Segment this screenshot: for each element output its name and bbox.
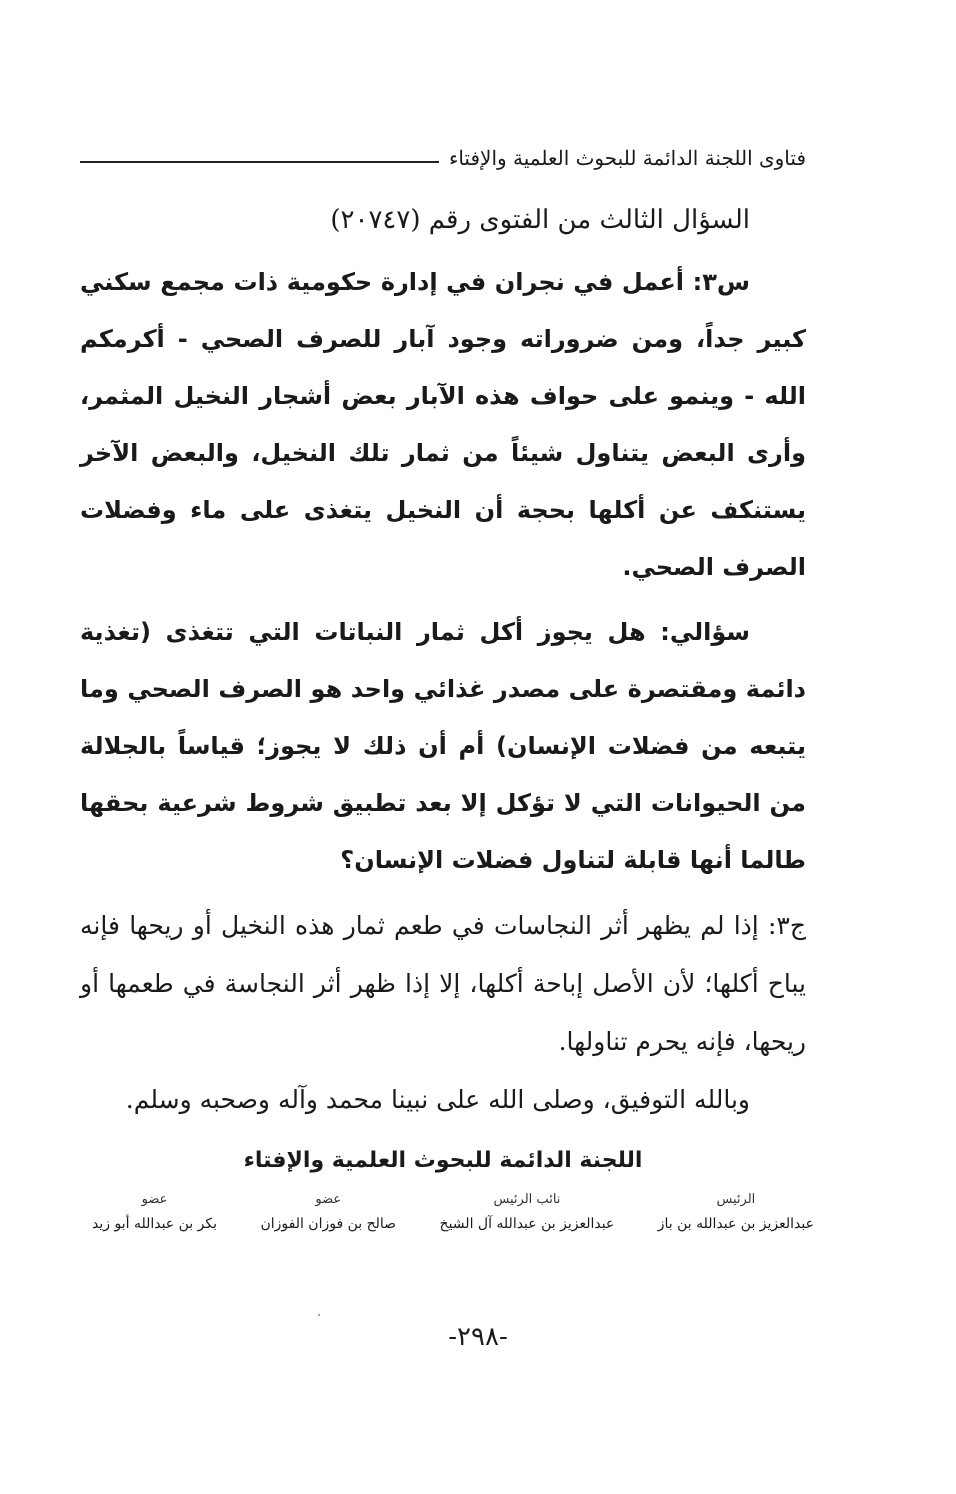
my-question-paragraph: سؤالي: هل يجوز أكل ثمار النباتات التي تتغذى (تغذية دائمة ومقتصرة على مصدر غذائي واحد هو الصرف الصحي وما يتبعه من فضلات الإنسان) أم أن ذلك لا يجوز؛ قياساً بالجلالة من الحيوانات التي لا تؤكل إلا بعد تطبيق شروط شرعية بحقها طالما أنها قابلة لتناول فضلات الإنسان؟ <box>80 618 806 874</box>
signature-name: عبدالعزيز بن عبدالله بن باز <box>657 1216 814 1232</box>
committee-name: اللجنة الدائمة للبحوث العلمية والإفتاء <box>243 1148 643 1173</box>
signatures <box>92 1192 814 1232</box>
signature-president <box>658 1192 814 1232</box>
closing-line: وبالله التوفيق، وصلى الله على نبينا محمد وآله وصحبه وسلم. <box>125 1085 750 1114</box>
signature-name: عبدالعزيز بن عبدالله آل الشيخ <box>439 1216 615 1232</box>
signature-member-1 <box>260 1192 396 1232</box>
answer-paragraph: ج٣: إذا لم يظهر أثر النجاسات في طعم ثمار هذه النخيل أو ريحها فإنه يباح أكلها؛ لأن الأصل إباحة أكلها، إلا إذا ظهر أثر النجاسة في طعمها أو ريحها، فإنه يحرم تناولها. <box>80 911 806 1056</box>
running-header <box>80 138 806 178</box>
question-heading: السؤال الثالث من الفتوى رقم (٢٠٧٤٧) <box>330 205 750 235</box>
header-rule <box>80 161 439 163</box>
scan-speck <box>318 1314 320 1316</box>
signature-role: عضو <box>315 1192 342 1207</box>
page-number: -٢٩٨- <box>448 1322 508 1352</box>
signature-name: بكر بن عبدالله أبو زيد <box>92 1216 217 1232</box>
question-paragraph: س٣: أعمل في نجران في إدارة حكومية ذات مجمع سكني كبير جداً، ومن ضروراته وجود آبار للصرف الصحي - أكرمكم الله - وينمو على حواف هذه الآبار بعض أشجار النخيل المثمر، وأرى البعض يتناول شيئاً من ثمار تلك النخيل، والبعض الآخر يستنكف عن أكلها بحجة أن النخيل يتغذى على ماء وفضلات الصرف الصحي. <box>80 268 806 581</box>
signature-member-2 <box>92 1192 217 1232</box>
header-title: فتاوى اللجنة الدائمة للبحوث العلمية والإفتاء <box>448 146 806 170</box>
signature-name: صالح بن فوزان الفوزان <box>260 1216 397 1232</box>
signature-role: الرئيس <box>716 1192 756 1207</box>
signature-vice-president <box>440 1192 615 1232</box>
fatwa-body <box>80 200 806 1129</box>
signature-role: عضو <box>141 1192 168 1207</box>
signature-role: نائب الرئيس <box>493 1192 561 1207</box>
